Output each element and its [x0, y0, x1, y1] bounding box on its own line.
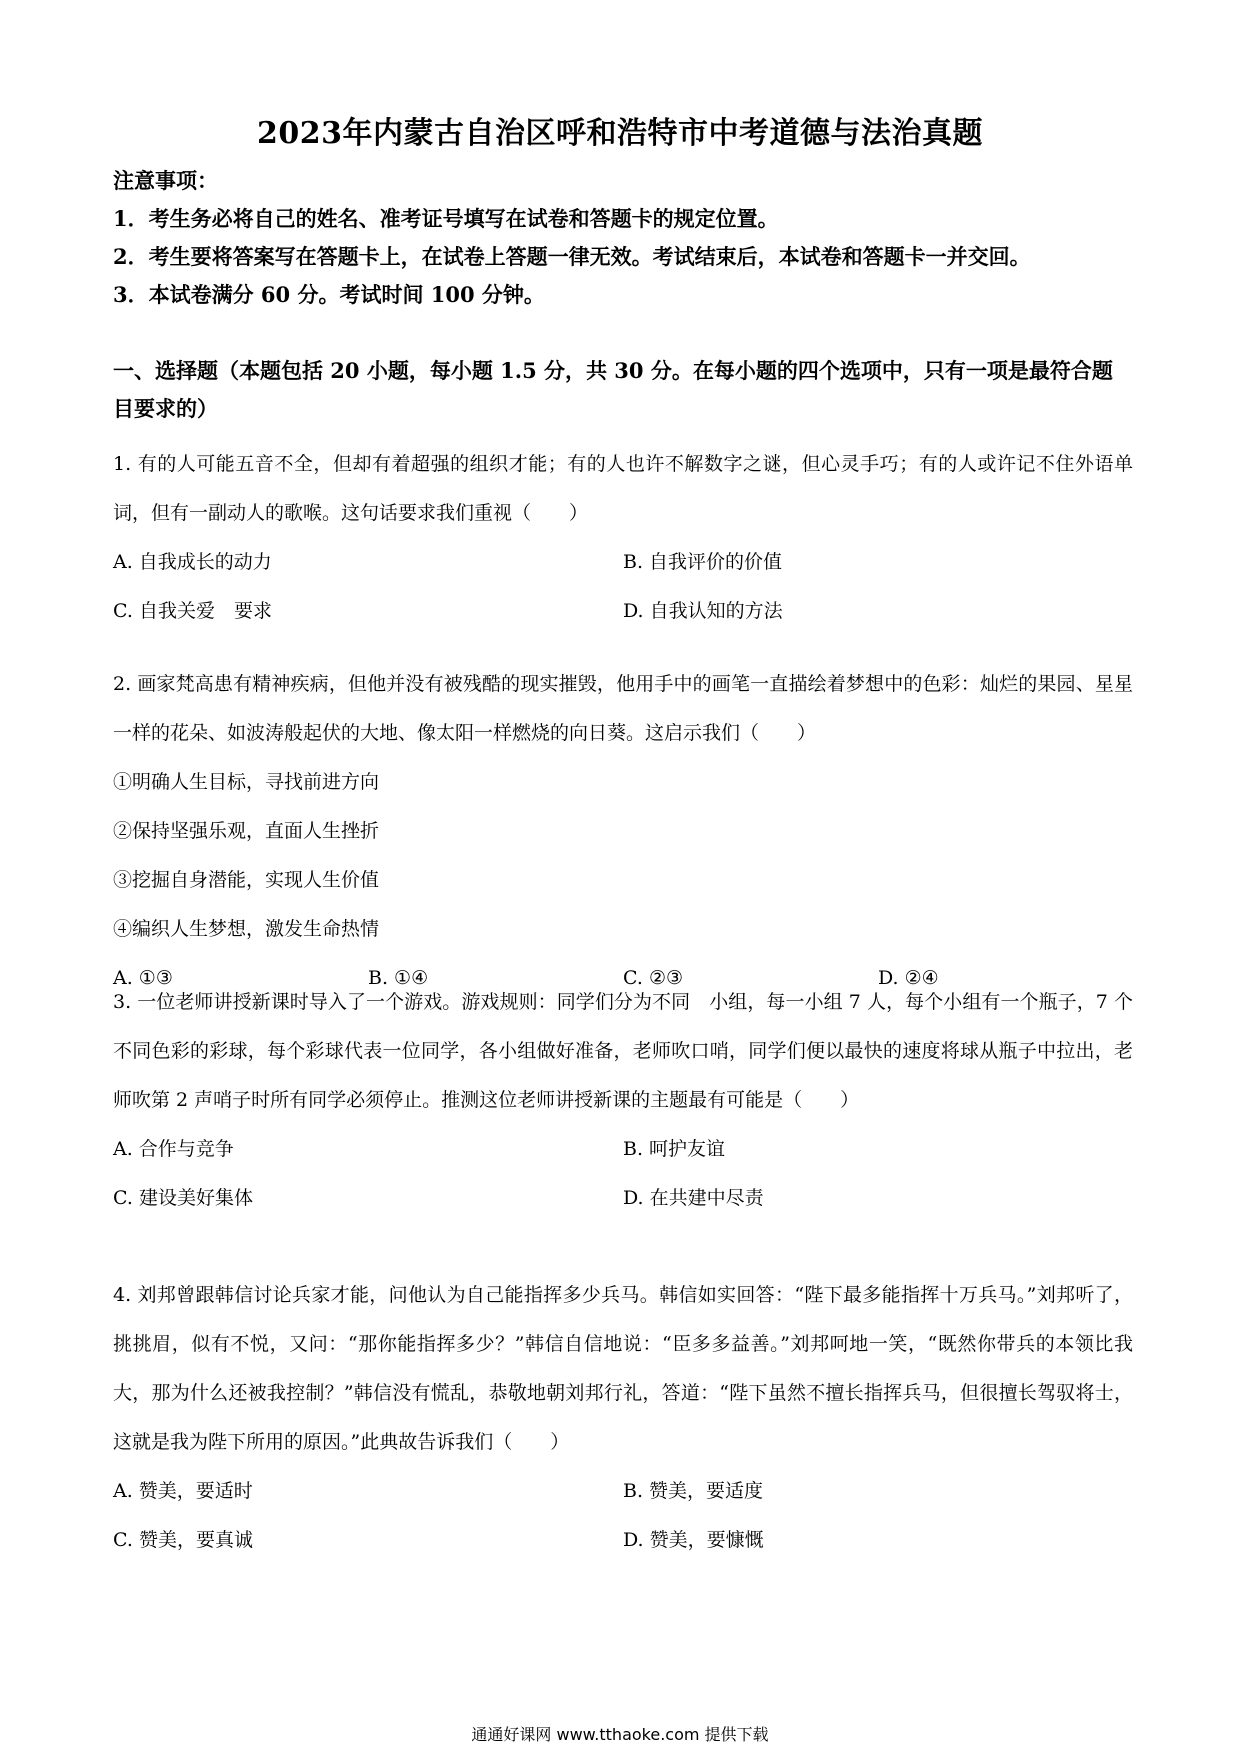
- question-stem: 2. 画家梵高患有精神疾病，但他并没有被残酷的现实摧毁，他用手中的画笔一直描绘着梦想中的色彩：灿烂的果园、星星一样的花朵、如波涛般起伏的大地、像太阳一样燃烧的向日葵。这启示我们（ ）: [113, 673, 1133, 744]
- page-title: 2023年内蒙古自治区呼和浩特市中考道德与法治真题: [257, 116, 983, 151]
- option-d: D. 自我认知的方法: [623, 600, 783, 622]
- option-a: A. 赞美，要适时: [113, 1480, 253, 1502]
- option-c: C. 赞美，要真诚: [113, 1529, 253, 1551]
- question-2: [113, 660, 1133, 1003]
- option-a: A. ①③: [113, 967, 173, 989]
- option-c: C. 自我关爱 要求: [113, 600, 272, 622]
- note-item: 3．本试卷满分 60 分。考试时间 100 分钟。: [113, 282, 545, 307]
- sub-item: ②保持坚强乐观，直面人生挫折: [113, 820, 380, 842]
- question-stem: 4. 刘邦曾跟韩信讨论兵家才能，问他认为自己能指挥多少兵马。韩信如实回答：“陛下最多能指挥十万兵马。”刘邦听了，挑挑眉，似有不悦，又问：“那你能指挥多少？”韩信自信地说：“臣多多益善。”刘邦呵地一笑，“既然你带兵的本领比我大，那为什么还被我控制？”韩信没有慌乱，恭敬地朝刘邦行礼，答道：“陛下虽然不擅长指挥兵马，但很擅长驾驭将士，这就是我为陛下所用的原因。”此典故告诉我们（ ）: [113, 1284, 1133, 1453]
- note-item: 2．考生要将答案写在答题卡上，在试卷上答题一律无效。考试结束后，本试卷和答题卡一并交回。: [113, 244, 1031, 269]
- question-stem: 3. 一位老师讲授新课时导入了一个游戏。游戏规则：同学们分为不同 小组，每一小组 7 人，每个小组有一个瓶子，7 个不同色彩的彩球，每个彩球代表一位同学，各小组做好准备，老师吹口哨，同学们便以最快的速度将球从瓶子中拉出，老师吹第 2 声哨子时所有同学必须停止。推测这位老师讲授新课的主题最有可能是（ ）: [113, 991, 1133, 1111]
- option-a: A. 自我成长的动力: [113, 551, 272, 573]
- option-row: [113, 587, 1133, 636]
- option-d: D. 在共建中尽责: [623, 1187, 764, 1209]
- option-b: B. ①④: [368, 967, 429, 989]
- option-d: D. ②④: [878, 967, 939, 989]
- section-heading: 一、选择题（本题包括 20 小题，每小题 1.5 分，共 30 分。在每小题的四个选项中，只有一项是最符合题目要求的）: [113, 358, 1113, 421]
- question-1: [113, 440, 1133, 636]
- option-c: C. ②③: [623, 967, 684, 989]
- question-stem: 1. 有的人可能五音不全，但却有着超强的组织才能；有的人也许不解数字之谜，但心灵手巧；有的人或许记不住外语单词，但有一副动人的歌喉。这句话要求我们重视（ ）: [113, 453, 1133, 524]
- note-item: 1．考生务必将自己的姓名、准考证号填写在试卷和答题卡的规定位置。: [113, 206, 779, 231]
- option-row: [113, 1467, 1133, 1516]
- option-b: B. 呵护友谊: [623, 1138, 726, 1160]
- option-row: [113, 538, 1133, 587]
- sub-item: ③挖掘自身潜能，实现人生价值: [113, 869, 380, 891]
- option-row: [113, 1174, 1133, 1223]
- notes-heading: 注意事项：: [113, 168, 218, 193]
- question-3: [113, 978, 1133, 1223]
- option-b: B. 自我评价的价值: [623, 551, 783, 573]
- option-c: C. 建设美好集体: [113, 1187, 253, 1209]
- question-4: [113, 1271, 1133, 1565]
- page-footer: 通通好课网 www.tthaoke.com 提供下载: [471, 1725, 769, 1744]
- notes-block: [113, 162, 1133, 314]
- option-row: [113, 1516, 1133, 1565]
- option-b: B. 赞美，要适度: [623, 1480, 764, 1502]
- sub-item: ④编织人生梦想，激发生命热情: [113, 918, 380, 940]
- option-a: A. 合作与竞争: [113, 1138, 234, 1160]
- option-d: D. 赞美，要慷慨: [623, 1529, 764, 1551]
- option-row: [113, 1125, 1133, 1174]
- sub-item: ①明确人生目标，寻找前进方向: [113, 771, 380, 793]
